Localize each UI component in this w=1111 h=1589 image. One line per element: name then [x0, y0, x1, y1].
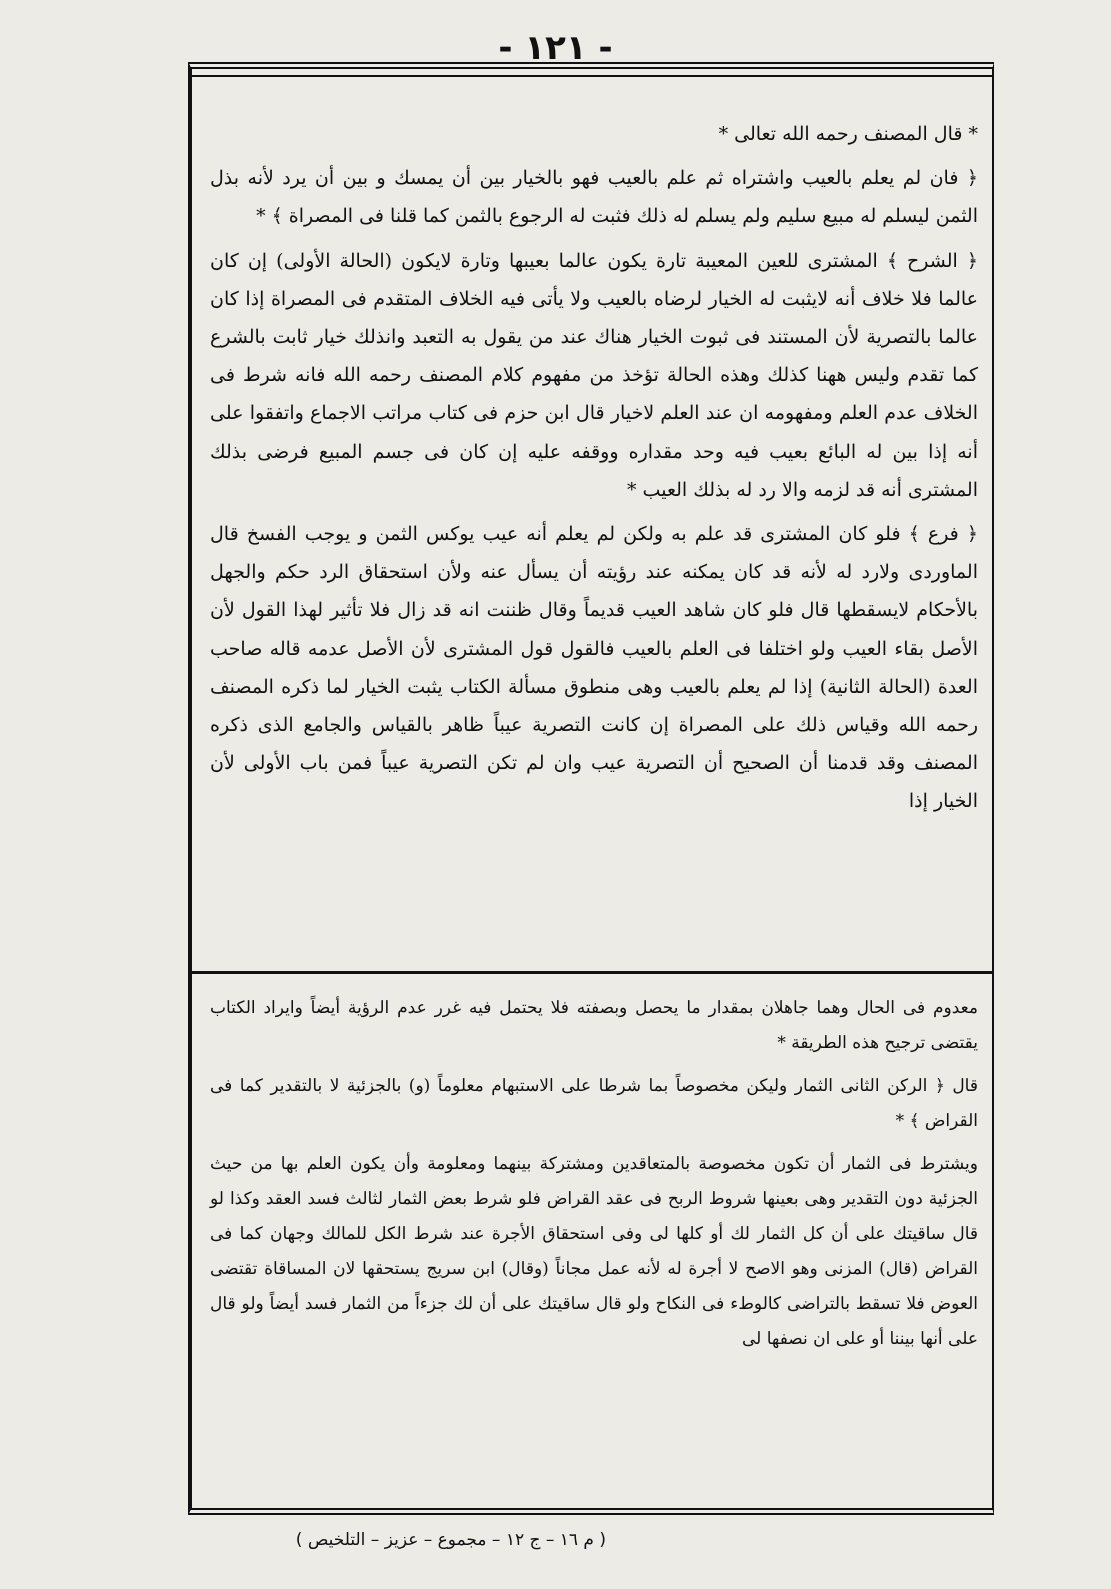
page-frame	[188, 62, 994, 1515]
page-number: - ١٢١ -	[498, 28, 613, 68]
commentary-paragraph: معدوم فى الحال وهما جاهلان بمقدار ما يحصل وبصفته فلا يحتمل فيه غرر عدم الرؤية أيضاً وايراد الكتاب يقتضى ترجيح هذه الطريقة *	[210, 998, 978, 1053]
footer-note: ( م ١٦ – ج ١٢ – مجموع – عزيز – التلخيص )	[295, 1530, 606, 1550]
far-paragraph: ﴿ فرع ﴾ فلو كان المشترى قد علم به ولكن لم يعلم أنه عيب يوكس الثمن و يوجب الفسخ قال الماوردى ولارد له لأنه قد كان يمكنه عند رؤيته أن يسأل عنه ولأن استحقاق الرد حكم والجهل بالأحكام لايسقطها قال فلو كان شاهد العيب قديماً وقال ظننت انه قد زال فلا تأثير لهذا القول لأن الأصل بقاء العيب ولو اختلفا فى العلم بالعيب فالقول قول المشترى لأن الأصل عدمه قاله صاحب العدة (الحالة الثانية) إذا لم يعلم بالعيب وهى منطوق مسألة الكتاب يثبت الخيار لما ذكره المصنف رحمه الله وقياس ذلك على المصراة إن كانت التصرية عيباً ظاهر بالقياس والجامع الذى ذكره المصنف وقد قدمنا أن الصحيح أن التصرية عيب وان لم تكن التصرية عيباً فمن باب الأولى لأن الخيار إذا	[210, 523, 978, 813]
commentary-text	[210, 991, 978, 1365]
commentary-paragraph: ويشترط فى الثمار أن تكون مخصوصة بالمتعاقدين ومشتركة بينهما ومعلومة وأن يكون العلم بها من حيث الجزئية دون التقدير وهى بعينها شروط الربح فى عقد القراض فلو شرط بعض الثمار لثالث فسد العقد وكذا لو قال ساقيتك على أن كل الثمار لك أو كلها لى وفى استحقاق الأجرة عند شرط الكل للمالك وجهان كما فى القراض (قال) المزنى وهو الاصح لا أجرة له لأنه عمل مجاناً (وقال) ابن سريج يستحقها لان المساقاة تقتضى العوض فلا تسقط بالتراضى كالوطء فى النكاح ولو قال ساقيتك على أن لك جزءاً من الثمار فسد أيضاً ولو قال على أنها بيننا أو على ان نصفها لى	[210, 1154, 978, 1349]
matn-paragraph: ﴿ فان لم يعلم بالعيب واشتراه ثم علم بالعيب فهو بالخيار بين أن يمسك و بين أن يرد لأنه بذل الثمن ليسلم له مبيع سليم ولم يسلم له ذلك فثبت له الرجوع بالثمن كما قلنا فى المصراة ﴾ *	[210, 167, 978, 228]
heading-line: * قال المصنف رحمه الله تعالى *	[718, 123, 978, 145]
section-divider	[192, 971, 992, 974]
sharh-paragraph: ﴿ الشرح ﴾ المشترى للعين المعيبة تارة يكون عالما بعيبها وتارة لايكون (الحالة الأولى) إن كان عالما فلا خلاف أنه لايثبت له الخيار لرضاه بالعيب ولا يأتى فيه الخلاف المتقدم فى المصراة إذا كان عالما بالتصرية لأن المستند فى ثبوت الخيار هناك عند من يقول به التعبد وانذلك خيار ثابت بالشرع كما تقدم وليس ههنا كذلك وهذه الحالة تؤخذ من مفهوم كلام المصنف رحمه الله فانه شرط فى الخلاف عدم العلم ومفهومه ان عند العلم لاخيار قال ابن حزم فى كتاب مراتب الاجماع واتفقوا على أنه إذا بين له البائع بعيب فيه وحد مقداره ووقفه عليه إن كان فى جسم المبيع فرضى بذلك المشترى أنه قد لزمه والا رد له بذلك العيب *	[210, 249, 978, 501]
frame-top-rule	[192, 75, 992, 77]
main-text	[210, 115, 978, 827]
commentary-paragraph: قال ﴿ الركن الثانى الثمار وليكن مخصوصاً بما شرطا على الاستبهام معلوماً (و) بالجزئية لا بالتقدير كما فى القراض ﴾ *	[210, 1076, 978, 1131]
